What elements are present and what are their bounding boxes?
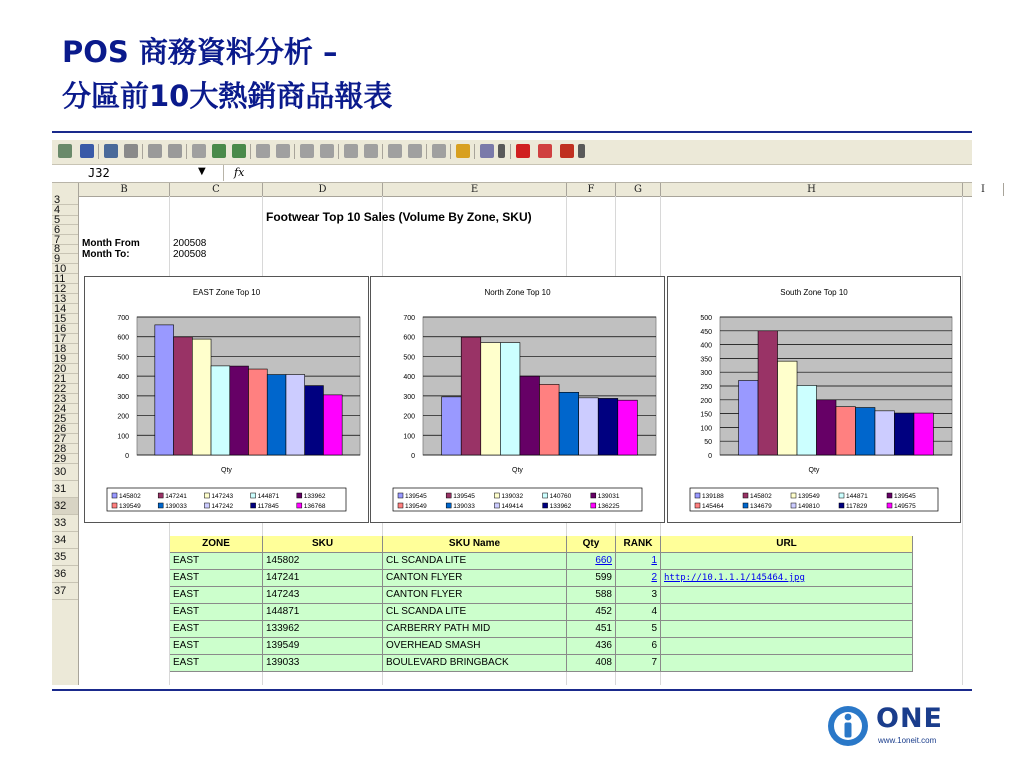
toolbar-separator — [250, 144, 251, 159]
cell-sku[interactable]: 144871 — [263, 604, 383, 621]
cell-rank[interactable]: 6 — [616, 638, 661, 655]
toolbar-dropdown-icon[interactable] — [498, 144, 505, 158]
legend-swatch — [743, 503, 748, 508]
row-header-34[interactable]: 34 — [52, 532, 78, 549]
toolbar-icon[interactable] — [388, 144, 402, 158]
toolbar-separator — [474, 144, 475, 159]
legend-label: 139545 — [453, 493, 475, 500]
row-header-20[interactable]: 20 — [52, 364, 78, 374]
x-axis-label: Qty — [221, 467, 232, 474]
pdf-icon[interactable] — [560, 144, 574, 158]
legend-swatch — [297, 503, 302, 508]
toolbar-separator — [510, 144, 511, 159]
cell-sku[interactable]: 145802 — [263, 553, 383, 570]
legend-label: 139549 — [405, 503, 427, 510]
legend-label: 136768 — [303, 503, 326, 510]
footer-divider — [52, 689, 972, 691]
legend-label: 149810 — [798, 503, 820, 510]
row-header-30[interactable]: 30 — [52, 464, 78, 481]
row-header-17[interactable]: 17 — [52, 334, 78, 344]
cell-qty[interactable]: 452 — [567, 604, 616, 621]
legend-swatch — [791, 503, 796, 508]
cell-name[interactable]: CANTON FLYER — [383, 587, 567, 604]
zoom-icon[interactable] — [408, 144, 422, 158]
column-headers — [52, 183, 985, 197]
toolbar-icon[interactable] — [192, 144, 206, 158]
row-header-9[interactable]: 9 — [52, 254, 78, 264]
cell-url[interactable] — [661, 638, 913, 655]
bar-117845 — [305, 386, 324, 455]
grid-line — [962, 196, 963, 685]
column-header-sku[interactable]: SKU — [263, 536, 383, 553]
cell-zone[interactable]: EAST — [170, 570, 263, 587]
y-tick-label: 500 — [700, 315, 712, 322]
pdf-icon[interactable] — [538, 144, 552, 158]
cell-zone[interactable]: EAST — [170, 638, 263, 655]
y-tick-label: 0 — [708, 453, 712, 460]
y-tick-label: 300 — [117, 393, 129, 401]
y-tick-label: 200 — [117, 413, 129, 421]
cell-rank[interactable]: 4 — [616, 604, 661, 621]
legend-label: 117829 — [846, 503, 868, 510]
hierarchy-icon[interactable] — [104, 144, 118, 158]
row-header-18[interactable]: 18 — [52, 344, 78, 354]
row-header-5[interactable]: 5 — [52, 216, 78, 225]
legend-label: 145802 — [750, 493, 772, 500]
cell-rank[interactable]: 2 — [616, 570, 661, 587]
logo-url: www.1oneit.com — [878, 736, 937, 745]
x-axis-label: Qty — [808, 467, 820, 474]
legend-swatch — [591, 503, 596, 508]
chart-title: North Zone Top 10 — [484, 288, 551, 297]
find-icon[interactable] — [80, 144, 94, 158]
legend-swatch — [494, 503, 499, 508]
legend-label: 140760 — [549, 493, 572, 500]
row-header-12[interactable]: 12 — [52, 284, 78, 294]
toolbar-icon[interactable] — [320, 144, 334, 158]
x-axis-label: Qty — [512, 467, 523, 474]
cell-url[interactable]: http://10.1.1.1/145464.jpg — [661, 570, 913, 587]
legend-label: 139188 — [702, 493, 724, 500]
cell-sku[interactable]: 139549 — [263, 638, 383, 655]
bar-139033 — [267, 375, 286, 455]
excel-toolbar — [52, 140, 972, 165]
chart-icon[interactable] — [456, 144, 470, 158]
y-tick-label: 150 — [700, 411, 712, 419]
north-zone-chart[interactable] — [370, 276, 665, 523]
cell-sku[interactable]: 147241 — [263, 570, 383, 587]
legend-swatch — [839, 493, 844, 498]
toolbar-icon[interactable] — [212, 144, 226, 158]
cell-name[interactable]: CANTON FLYER — [383, 570, 567, 587]
y-tick-label: 400 — [117, 374, 129, 382]
row-header-37[interactable]: 37 — [52, 583, 78, 600]
title-divider — [52, 131, 972, 133]
legend-label: 134679 — [750, 503, 772, 510]
legend-swatch — [251, 493, 256, 498]
bar-139549 — [249, 369, 268, 455]
bar-144871 — [211, 366, 230, 455]
y-tick-label: 50 — [704, 439, 712, 447]
y-tick-label: 0 — [125, 453, 129, 460]
cell-zone[interactable]: EAST — [170, 604, 263, 621]
toolbar-icon[interactable] — [364, 144, 378, 158]
row-header-32[interactable]: 32 — [52, 498, 78, 515]
bar-133962 — [230, 366, 249, 455]
cell-qty[interactable]: 451 — [567, 621, 616, 638]
row-header-21[interactable]: 21 — [52, 374, 78, 384]
y-tick-label: 100 — [117, 433, 129, 441]
cell-sku[interactable]: 133962 — [263, 621, 383, 638]
bar-139549 — [778, 361, 797, 455]
cell-rank[interactable]: 7 — [616, 655, 661, 672]
legend-swatch — [158, 503, 163, 508]
toolbar-icon[interactable] — [432, 144, 446, 158]
toolbar-icon[interactable] — [232, 144, 246, 158]
row-header-15[interactable]: 15 — [52, 314, 78, 324]
bar-139545 — [817, 400, 836, 455]
y-tick-label: 300 — [403, 393, 415, 401]
bar-145802 — [758, 331, 777, 455]
row-header-11[interactable]: 11 — [52, 274, 78, 284]
legend-swatch — [204, 493, 209, 498]
bar-145464 — [836, 407, 855, 455]
name-box-value: J32 — [88, 166, 110, 180]
bar-147243 — [192, 339, 211, 455]
legend-label: 139545 — [894, 493, 916, 500]
legend-label: 144871 — [257, 493, 280, 500]
legend-label: 117845 — [257, 503, 279, 510]
legend-swatch — [204, 503, 209, 508]
cell-rank[interactable]: 3 — [616, 587, 661, 604]
cell-zone[interactable]: EAST — [170, 553, 263, 570]
row-header-13[interactable]: 13 — [52, 294, 78, 304]
chart-title: EAST Zone Top 10 — [192, 288, 261, 297]
row-header-8[interactable]: 8 — [52, 245, 78, 254]
legend-label: 133962 — [549, 503, 572, 510]
cell-zone[interactable]: EAST — [170, 655, 263, 672]
legend-swatch — [591, 493, 596, 498]
toolbar-icon[interactable] — [58, 144, 72, 158]
cell-qty[interactable]: 408 — [567, 655, 616, 672]
column-header-h[interactable]: H — [661, 183, 963, 196]
bar-149414 — [579, 398, 599, 455]
east-zone-chart[interactable] — [84, 276, 369, 523]
cell-url[interactable] — [661, 621, 913, 638]
bar-149575 — [914, 413, 933, 455]
toolbar-separator — [98, 144, 99, 159]
logo-text: ONE — [876, 703, 943, 734]
legend-swatch — [743, 493, 748, 498]
legend-label: 149575 — [894, 503, 916, 510]
info-person-icon — [826, 704, 870, 748]
bar-139032 — [481, 343, 501, 455]
column-header-name[interactable]: SKU Name — [383, 536, 567, 553]
column-header-c[interactable]: C — [170, 183, 263, 196]
y-tick-label: 500 — [403, 354, 415, 362]
bar-147242 — [286, 375, 305, 455]
toolbar-separator — [426, 144, 427, 159]
legend-swatch — [398, 503, 403, 508]
legend-swatch — [112, 503, 117, 508]
legend-label: 145464 — [702, 503, 724, 510]
bar-136225 — [618, 400, 638, 455]
south-zone-chart[interactable] — [667, 276, 961, 523]
toolbar-separator — [142, 144, 143, 159]
toolbar-icon[interactable] — [256, 144, 270, 158]
legend-swatch — [446, 503, 451, 508]
y-tick-label: 200 — [700, 397, 712, 405]
row-header-35[interactable]: 35 — [52, 549, 78, 566]
legend-label: 139545 — [405, 493, 427, 500]
legend-swatch — [887, 503, 892, 508]
bar-139549 — [540, 384, 560, 455]
y-tick-label: 100 — [700, 425, 712, 433]
slide-title-line-1: POS 商務資料分析 – — [62, 35, 338, 69]
bar-139545 — [442, 397, 462, 455]
toolbar-separator — [338, 144, 339, 159]
toolbar-separator — [294, 144, 295, 159]
legend-label: 139033 — [165, 503, 187, 510]
row-header-10[interactable]: 10 — [52, 264, 78, 274]
legend-swatch — [112, 493, 117, 498]
cell-name[interactable]: BOULEVARD BRINGBACK — [383, 655, 567, 672]
cell-rank[interactable]: 1 — [616, 553, 661, 570]
column-header-i[interactable]: I — [963, 183, 1004, 196]
cell-zone[interactable]: EAST — [170, 621, 263, 638]
row-header-22[interactable]: 22 — [52, 384, 78, 394]
cell-qty[interactable]: 660 — [567, 553, 616, 570]
cell-qty[interactable]: 588 — [567, 587, 616, 604]
legend-label: 133962 — [303, 493, 326, 500]
cell-sku[interactable]: 147243 — [263, 587, 383, 604]
toolbar-icon[interactable] — [276, 144, 290, 158]
y-tick-label: 600 — [403, 334, 415, 342]
legend-swatch — [543, 503, 548, 508]
row-header-14[interactable]: 14 — [52, 304, 78, 314]
legend-swatch — [543, 493, 548, 498]
bar-117829 — [894, 413, 913, 455]
chart-title: South Zone Top 10 — [780, 288, 848, 297]
legend-swatch — [494, 493, 499, 498]
legend-label: 147243 — [211, 493, 234, 500]
south-zone-chart-svg — [668, 277, 960, 522]
pdf-icon[interactable] — [516, 144, 530, 158]
cell-qty[interactable]: 436 — [567, 638, 616, 655]
legend-label: 145802 — [119, 493, 141, 500]
legend-label: 139549 — [119, 503, 141, 510]
legend-label: 147242 — [211, 503, 234, 510]
month-to-label: Month To: — [82, 249, 130, 260]
cell-name[interactable]: CARBERRY PATH MID — [383, 621, 567, 638]
y-tick-label: 250 — [700, 384, 712, 391]
legend-label: 139549 — [798, 493, 820, 500]
legend-label: 136225 — [597, 503, 620, 510]
month-from-label: Month From — [82, 238, 140, 249]
y-tick-label: 400 — [403, 374, 415, 382]
slide-title — [62, 30, 392, 118]
legend-swatch — [398, 493, 403, 498]
y-tick-label: 0 — [411, 453, 415, 460]
legend-label: 144871 — [846, 493, 868, 500]
legend-swatch — [251, 503, 256, 508]
toolbar-icon[interactable] — [168, 144, 182, 158]
row-header-36[interactable]: 36 — [52, 566, 78, 583]
toolbar-icon[interactable] — [480, 144, 494, 158]
row-header-31[interactable]: 31 — [52, 481, 78, 498]
cell-name[interactable]: OVERHEAD SMASH — [383, 638, 567, 655]
cell-qty[interactable]: 599 — [567, 570, 616, 587]
bar-140760 — [500, 343, 520, 455]
row-header-16[interactable]: 16 — [52, 324, 78, 334]
row-header-33[interactable]: 33 — [52, 515, 78, 532]
north-zone-chart-svg — [371, 277, 664, 522]
legend-label: 149414 — [501, 503, 524, 510]
toolbar-icon[interactable] — [124, 144, 138, 158]
y-tick-label: 350 — [700, 356, 712, 364]
y-tick-label: 450 — [700, 328, 712, 336]
bar-134679 — [855, 408, 874, 455]
column-header-rank[interactable]: RANK — [616, 536, 661, 553]
toolbar-separator — [186, 144, 187, 159]
bar-145802 — [155, 325, 174, 455]
column-header-qty[interactable]: Qty — [567, 536, 616, 553]
row-header-24[interactable]: 24 — [52, 404, 78, 414]
column-header-b[interactable]: B — [79, 183, 170, 196]
chevron-down-icon[interactable]: ▼ — [198, 166, 206, 177]
toolbar-separator — [450, 144, 451, 159]
y-tick-label: 300 — [700, 370, 712, 378]
row-header-4[interactable]: 4 — [52, 205, 78, 216]
legend-label: 139033 — [453, 503, 475, 510]
row-header-7[interactable]: 7 — [52, 235, 78, 245]
cell-url[interactable] — [661, 587, 913, 604]
cell-name[interactable]: CL SCANDA LITE — [383, 553, 567, 570]
legend-label: 147241 — [165, 493, 187, 500]
row-headers — [52, 196, 79, 685]
row-header-29[interactable]: 29 — [52, 454, 78, 464]
month-to-value[interactable]: 200508 — [173, 249, 207, 260]
y-tick-label: 500 — [117, 354, 129, 362]
legend-label: 139031 — [597, 493, 620, 500]
legend-swatch — [887, 493, 892, 498]
company-logo — [826, 702, 976, 752]
y-tick-label: 700 — [117, 315, 129, 322]
bar-136768 — [323, 395, 342, 455]
cell-url[interactable] — [661, 604, 913, 621]
row-header-23[interactable]: 23 — [52, 394, 78, 404]
bar-139031 — [520, 376, 540, 455]
column-header-g[interactable]: G — [616, 183, 661, 196]
bar-139188 — [739, 380, 758, 455]
column-header-f[interactable]: F — [567, 183, 616, 196]
row-header-3[interactable]: 3 — [52, 196, 78, 205]
column-header-zone[interactable]: ZONE — [170, 536, 263, 553]
east-zone-chart-svg — [85, 277, 368, 522]
legend-swatch — [791, 493, 796, 498]
bar-139033 — [559, 392, 579, 455]
row-header-25[interactable]: 25 — [52, 414, 78, 424]
row-header-26[interactable]: 26 — [52, 424, 78, 434]
column-header-d[interactable]: D — [263, 183, 383, 196]
checkmark-icon[interactable] — [344, 144, 358, 158]
cell-name[interactable]: CL SCANDA LITE — [383, 604, 567, 621]
legend-swatch — [446, 493, 451, 498]
bar-139545 — [461, 337, 481, 455]
toolbar-icon[interactable] — [148, 144, 162, 158]
legend-swatch — [695, 493, 700, 498]
toolbar-dropdown-icon[interactable] — [578, 144, 585, 158]
fx-icon[interactable]: fx — [234, 166, 245, 179]
cell-sku[interactable]: 139033 — [263, 655, 383, 672]
month-from-value[interactable]: 200508 — [173, 238, 207, 249]
row-header-19[interactable]: 19 — [52, 354, 78, 364]
undo-icon[interactable] — [300, 144, 314, 158]
bar-147241 — [174, 337, 193, 455]
legend-swatch — [839, 503, 844, 508]
cell-url[interactable] — [661, 553, 913, 570]
slide-title-line-2: 分區前10大熱銷商品報表 — [62, 79, 393, 113]
sheet-title: Footwear Top 10 Sales (Volume By Zone, SKU) — [266, 210, 532, 224]
y-tick-label: 100 — [403, 433, 415, 441]
formula-bar — [52, 165, 972, 183]
y-tick-label: 400 — [700, 342, 712, 350]
cell-rank[interactable]: 5 — [616, 621, 661, 638]
bar-149810 — [875, 411, 894, 455]
excel-window — [52, 140, 985, 685]
y-tick-label: 200 — [403, 413, 415, 421]
cell-url[interactable] — [661, 655, 913, 672]
y-tick-label: 700 — [403, 315, 415, 322]
toolbar-separator — [382, 144, 383, 159]
row-header-28[interactable]: 28 — [52, 444, 78, 454]
row-header-6[interactable]: 6 — [52, 225, 78, 235]
legend-swatch — [695, 503, 700, 508]
legend-label: 139032 — [501, 493, 524, 500]
cell-zone[interactable]: EAST — [170, 587, 263, 604]
bar-144871 — [797, 385, 816, 455]
legend-swatch — [158, 493, 163, 498]
bar-133962 — [598, 398, 618, 455]
y-tick-label: 600 — [117, 334, 129, 342]
row-header-27[interactable]: 27 — [52, 434, 78, 444]
column-header-url[interactable]: URL — [661, 536, 913, 553]
column-header-e[interactable]: E — [383, 183, 567, 196]
legend-swatch — [297, 493, 302, 498]
